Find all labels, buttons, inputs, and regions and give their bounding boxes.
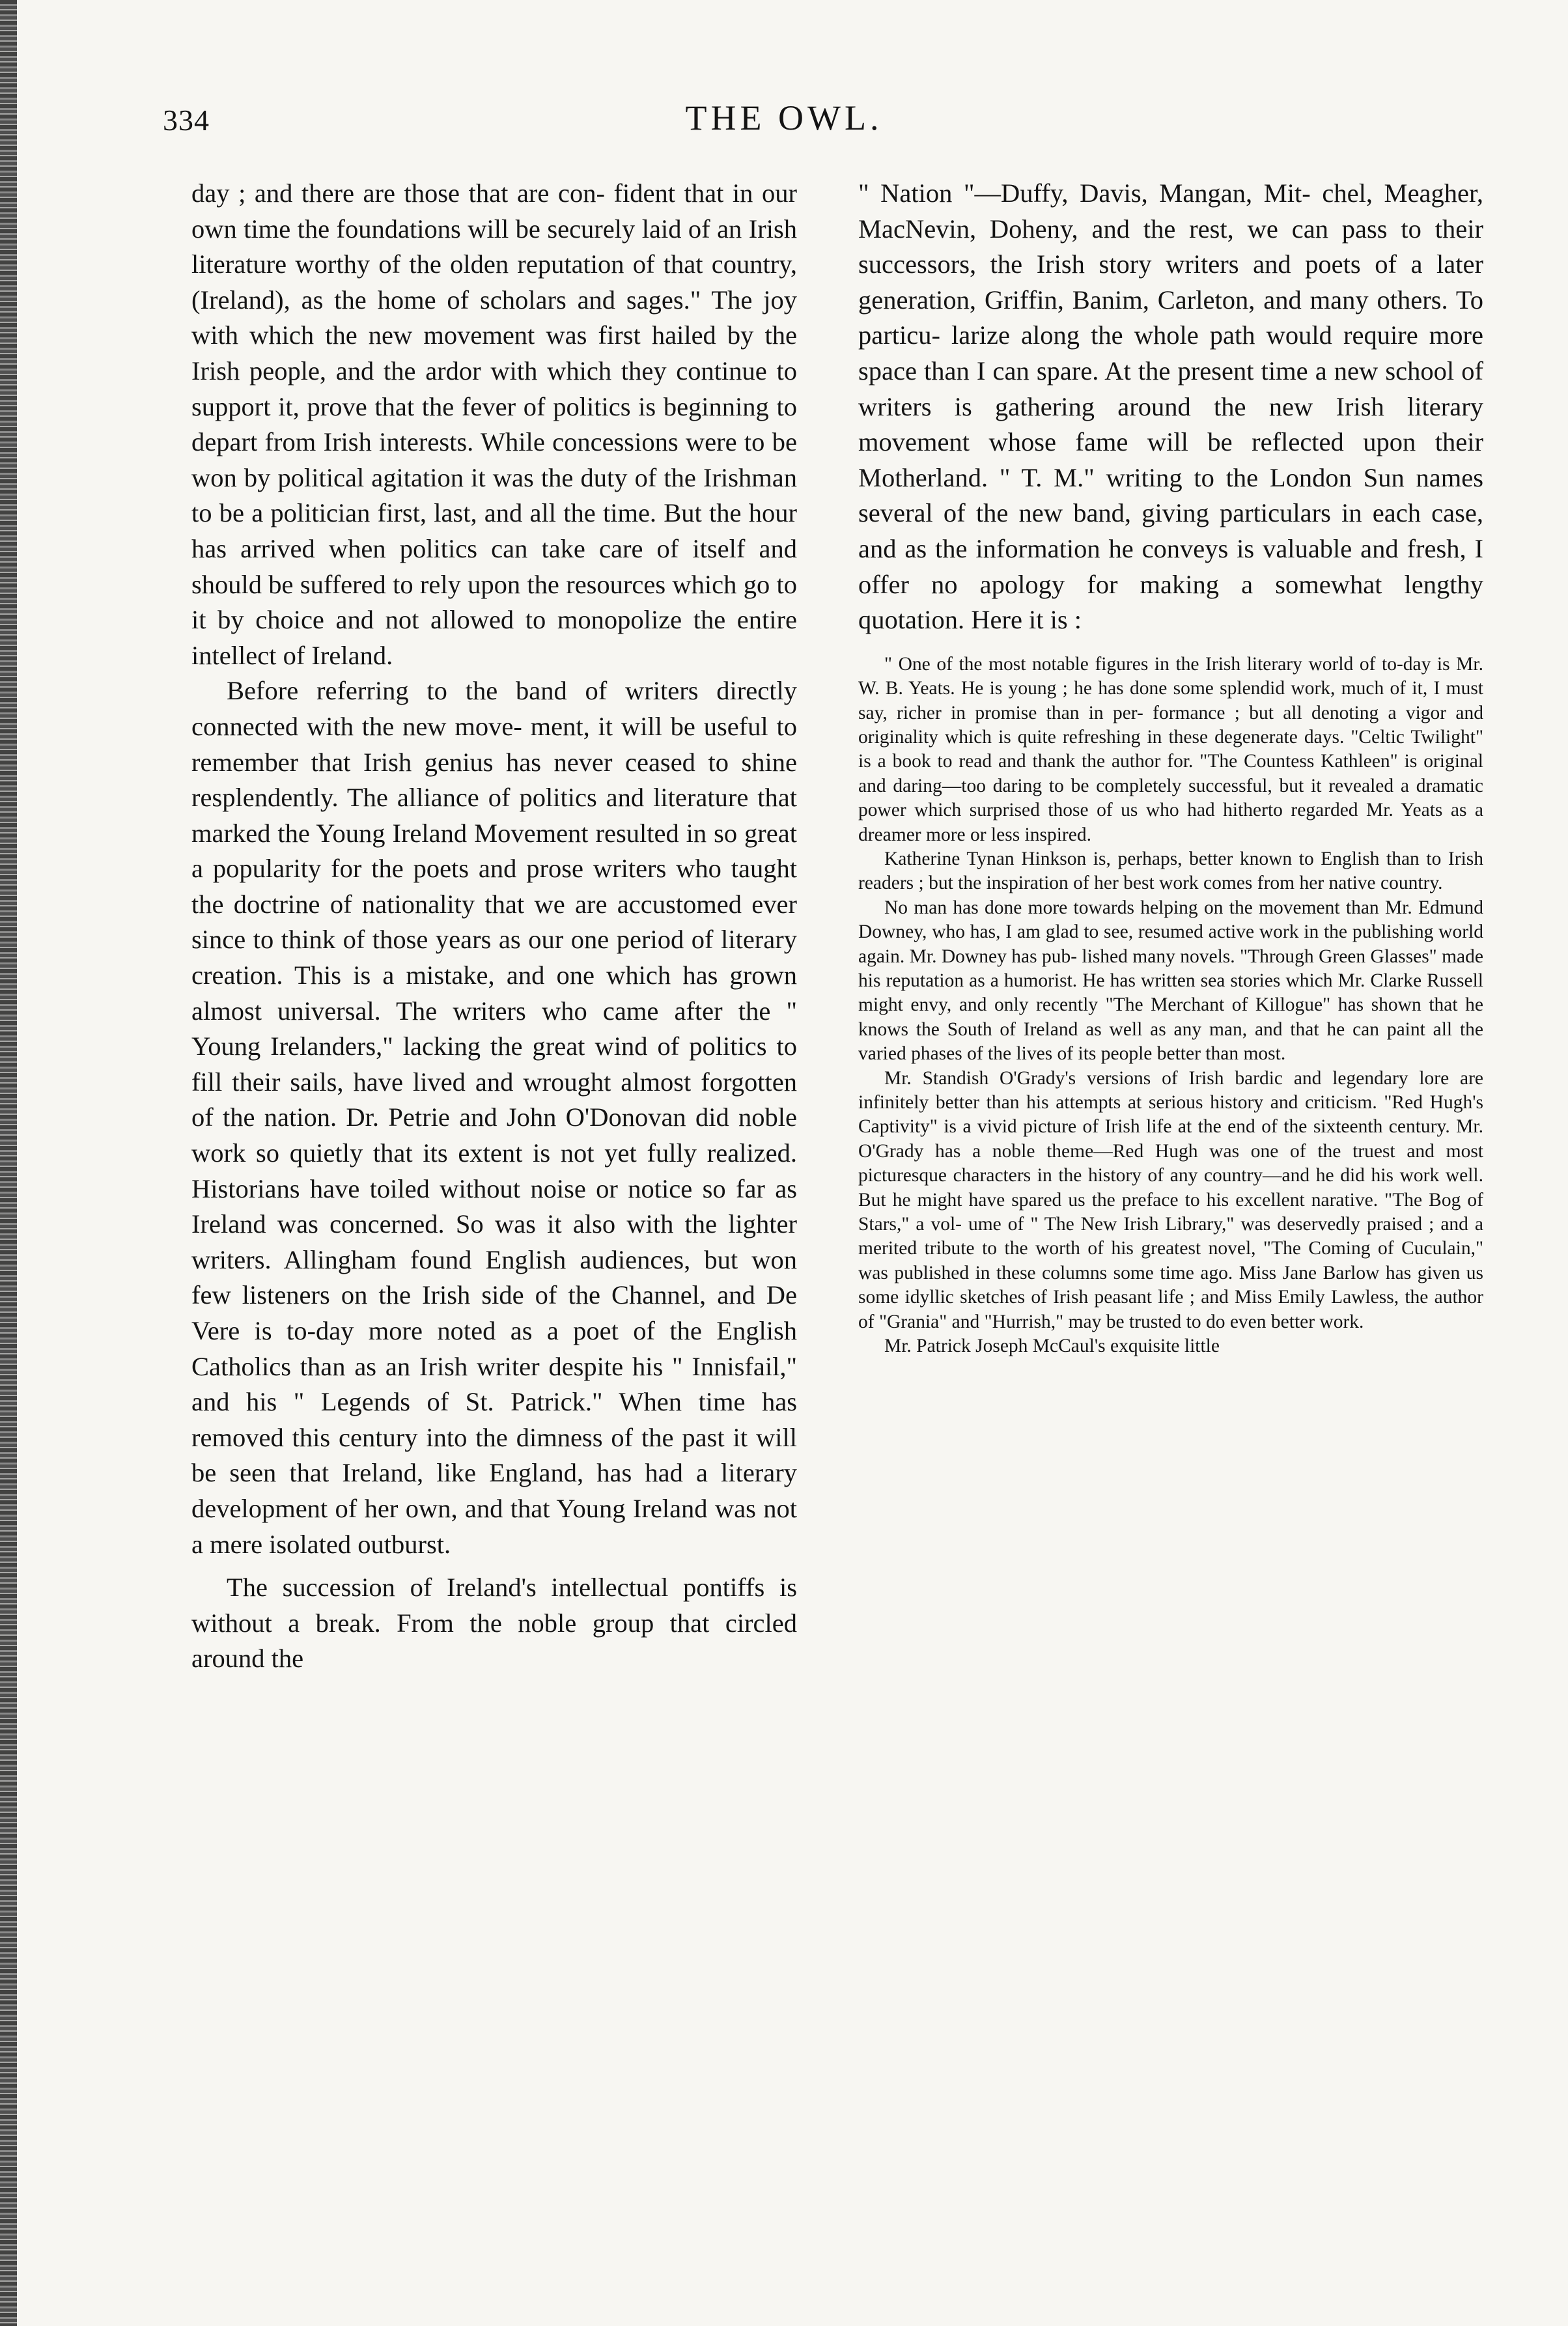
page-number: 334 [163, 104, 210, 137]
quote-paragraph: No man has done more towards helping on the movement than Mr. Edmund Downey, who has, I am glad to see, resumed active work in the publishing world again. Mr. Downey has pub- lished many novels. "Through Green Glasses" made his reputation as a humorist. He has written sea stories which Mr. Clarke Russell might envy, and only recently "The Merchant of Killogue" has shown that he knows the South of Ireland as well as any man, and that he can paint all the varied phases of the lives of its people better than most. [858, 897, 1483, 1065]
quote-paragraph: Katherine Tynan Hinkson is, perhaps, better known to English than to Irish readers ; but the inspiration of her best work comes from her native country. [858, 848, 1483, 894]
right-column [858, 176, 1483, 1359]
quote-paragraph: " One of the most notable figures in the Irish literary world of to-day is Mr. W. B. Yeats. He is young ; he has done some splendid work, much of it, I must say, richer in promise than in per- formance ; but all denoting a vigor and originality which is quite refreshing in these degenerate days. "Celtic Twilight" is a book to read and thank the author for. "The Countess Kathleen" is original and daring—too daring to be completely successful, but it revealed a dramatic power which surprised those of us who had hitherto regarded Mr. Yeats as a dreamer more or less inspired. [858, 653, 1483, 845]
paragraph: The succession of Ireland's intellectual pontiffs is without a break. From the noble group that circled around the [191, 1573, 797, 1674]
block-quotation [858, 652, 1483, 1359]
page-binding-edge [0, 0, 17, 2326]
quote-paragraph: Mr. Standish O'Grady's versions of Irish bardic and legendary lore are infinitely better than his attempts at serious history and criticism. "Red Hugh's Captivity" is a vivid picture of Irish life at the end of the sixteenth century. Mr. O'Grady has a noble theme—Red Hugh was one of the truest and most picturesque characters in the history of any country—and he did his work well. But he might have spared us the preface to his excellent narative. "The Bog of Stars," a vol- ume of " The New Irish Library," was deservedly praised ; and a merited tribute to the worth of his greatest novel, "The Coming of Cuculain," was published in these columns some time ago. Miss Jane Barlow has given us some idyllic sketches of Irish peasant life ; and Miss Emily Lawless, the author of "Grania" and "Hurrish," may be trusted to do even better work. [858, 1067, 1483, 1332]
paragraph: Before referring to the band of writers directly connected with the new move- ment, it will be useful to remember that Irish genius has never ceased to shine resplendently. The alliance of politics and literature that marked the Young Ireland Movement resulted in so great a popularity for the poets and prose writers who taught the doctrine of nationality that we are accustomed ever since to think of those years as our one period of literary creation. This is a mistake, and one which has grown almost universal. The writers who came after the " Young Irelanders," lacking the great wind of politics to fill their sails, have lived and wrought almost forgotten of the nation. Dr. Petrie and John O'Donovan did noble work so quietly that its extent is not yet fully realized. Historians have toiled without noise or notice so far as Ireland was concerned. So was it also with the lighter writers. Allingham found English audiences, but won few listeners on the Irish side of the Channel, and De Vere is to-day more noted as a poet of the English Catholics than as an Irish writer despite his " Innisfail," and his " Legends of St. Patrick." When time has removed this century into the dimness of the past it will be seen that Ireland, like England, has had a literary development of her own, and that Young Ireland was not a mere isolated outburst. [191, 676, 797, 1559]
running-title: THE OWL. [685, 98, 883, 137]
paragraph: " Nation "—Duffy, Davis, Mangan, Mit- chel, Meagher, MacNevin, Doheny, and the rest, we can pass to their successors, the Irish story writers and poets of a later generation, Griffin, Banim, Carleton, and many others. To particu- larize along the whole path would require more space than I can spare. At the present time a new school of writers is gathering around the new Irish literary movement whose fame will be reflected upon their Motherland. " T. M." writing to the London Sun names several of the new band, giving particulars in each case, and as the information he conveys is valuable and fresh, I offer no apology for making a somewhat lengthy quotation. Here it is : [858, 178, 1483, 635]
paragraph: day ; and there are those that are con- fident that in our own time the foundations will be securely laid of an Irish literature worthy of the olden reputation of that country, (Ireland), as the home of scholars and sages." The joy with which the new movement was first hailed by the Irish people, and the ardor with which they continue to support it, prove that the fever of politics is beginning to depart from Irish interests. While concessions were to be won by political agitation it was the duty of the Irishman to be a politician first, last, and all the time. But the hour has arrived when politics can take care of itself and should be suffered to rely upon the resources which go to it by choice and not allowed to monopolize the entire intellect of Ireland. [191, 178, 797, 670]
quote-paragraph: Mr. Patrick Joseph McCaul's exquisite little [884, 1336, 1220, 1357]
left-column [191, 176, 797, 1677]
